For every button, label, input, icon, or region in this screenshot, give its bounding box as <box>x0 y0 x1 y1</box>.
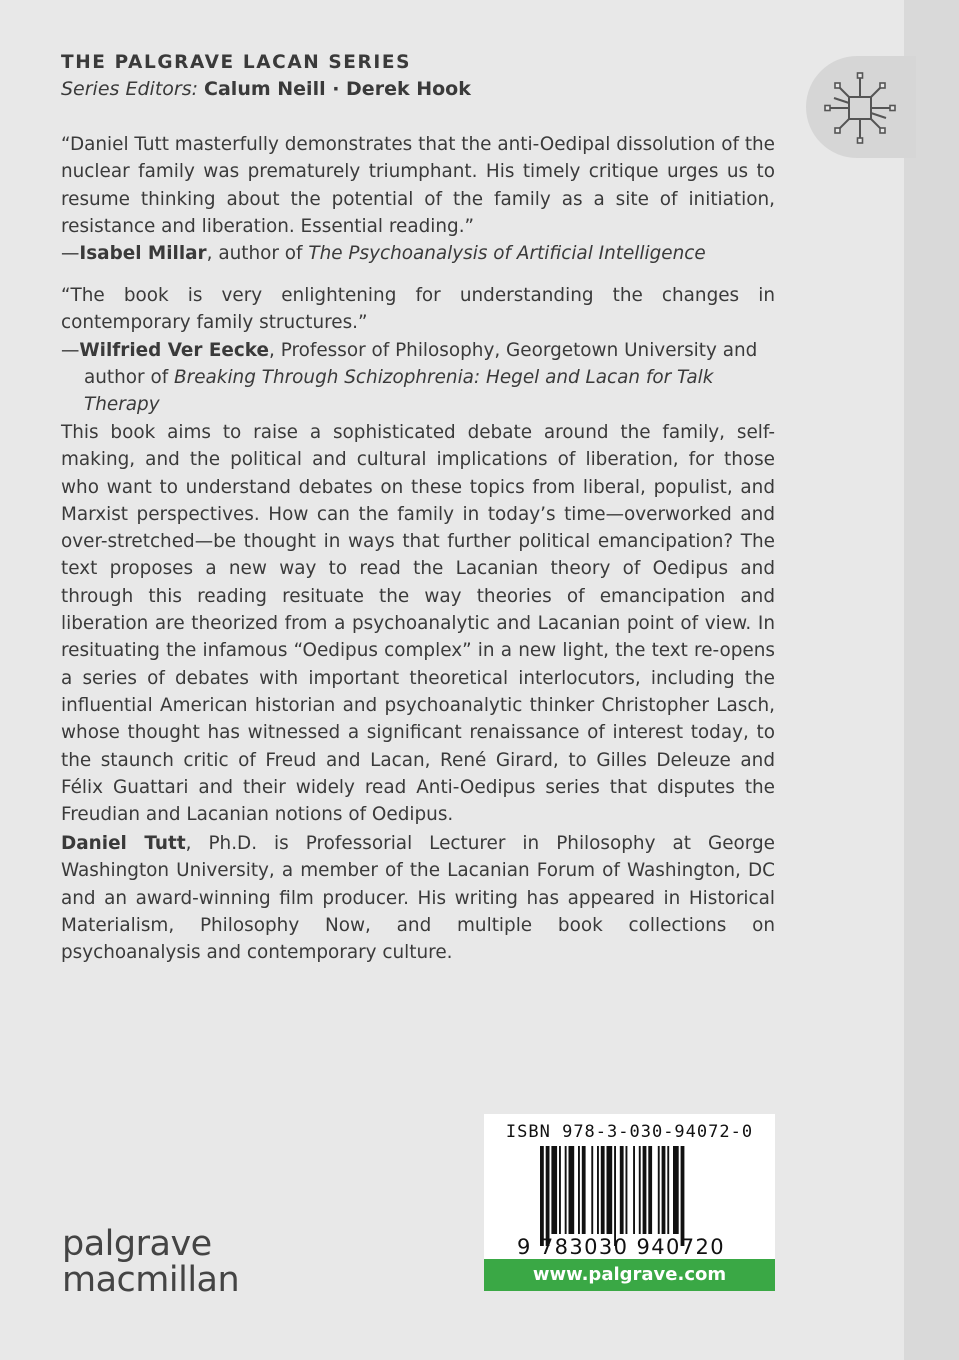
endorser-affiliation-2: author of <box>84 366 175 388</box>
spine-strip <box>904 0 959 1360</box>
endorsement-1 <box>61 131 775 267</box>
endorser-affiliation: , Professor of Philosophy, Georgetown University and <box>269 339 758 361</box>
series-editors-names: Calum Neill · Derek Hook <box>204 78 471 100</box>
series-editors-label: Series Editors: <box>61 78 198 100</box>
endorsement-quote: “Daniel Tutt masterfully demonstrates that the anti-Oedipal dissolution of the nuclear family was prematurely triumphant. His timely critique urges us to resume thinking about the potential of the family as a site of initiation, resistance and liberation. Essential reading.” <box>61 134 775 237</box>
series-title: THE PALGRAVE LACAN SERIES <box>61 52 412 73</box>
attribution-dash: — <box>61 243 80 265</box>
endorsement-quote: “The book is very enlightening for understanding the changes in contemporary family structures.” <box>61 285 775 334</box>
barcode-icon <box>540 1146 720 1246</box>
publisher-logo-line2: macmillan <box>62 1260 240 1300</box>
publisher-url: www.palgrave.com <box>484 1259 775 1291</box>
author-name: Daniel Tutt <box>61 833 186 854</box>
endorsement-attribution <box>61 337 775 419</box>
author-bio-text: , Ph.D. is Professorial Lecturer in Philosophy at George Washington University, a member of the Lacanian Forum of Washington, DC and an award-winning film producer. His writing has appeared in Historical Materialism, Philosophy Now, and multiple book collections on psychoanalysis and contemporary culture. <box>61 833 775 964</box>
publisher-logo <box>62 1226 239 1298</box>
endorsement-attribution <box>61 240 775 267</box>
endorser-name: Isabel Millar <box>79 243 207 265</box>
isbn-label: ISBN 978-3-030-94072-0 <box>505 1122 754 1142</box>
series-logo-tab <box>806 56 916 158</box>
attribution-dash: — <box>61 339 80 361</box>
publisher-logo-line1: palgrave <box>62 1224 212 1264</box>
endorser-affiliation-line-2 <box>61 364 775 419</box>
endorser-work: Breaking Through Schizophrenia: Hegel and Lacan for Talk Therapy <box>84 366 714 416</box>
author-bio <box>61 830 775 966</box>
isbn-barcode-box <box>484 1114 775 1291</box>
book-description: This book aims to raise a sophisticated debate around the family, self-making, and the political and cultural implications of liberation, for those who want to understand debates on these topics from liberal, populist, and Marxist perspectives. How can the family in today’s time—overworked and over-stretched—be thought in ways that further political emancipation? The text proposes a new way to read the Lacanian theory of Oedipus and through this reading resituate the way theories of emancipation and liberation are theorized from a psychoanalytic and Lacanian point of view. In resituating the infamous “Oedipus complex” in a new light, the text re-opens a series of debates with important theoretical interlocutors, including the influential American historian and psychoanalytic thinker Christopher Lasch, whose thought has witnessed a significant renaissance of interest today, to the staunch critic of Freud and Lacan, René Girard, to Gilles Deleuze and Félix Guattari and their widely read Anti-Oedipus series that disputes the Freudian and Lacanian notions of Oedipus. <box>61 422 775 826</box>
endorser-name: Wilfried Ver Eecke <box>79 339 270 361</box>
barcode-digits: 9 783030 940720 <box>517 1235 726 1259</box>
endorsement-2 <box>61 282 775 418</box>
endorser-work: The Psychoanalysis of Artificial Intelligence <box>308 243 706 265</box>
endorser-affiliation: , author of <box>206 243 309 265</box>
series-network-icon <box>820 68 900 148</box>
series-editors <box>61 78 471 100</box>
